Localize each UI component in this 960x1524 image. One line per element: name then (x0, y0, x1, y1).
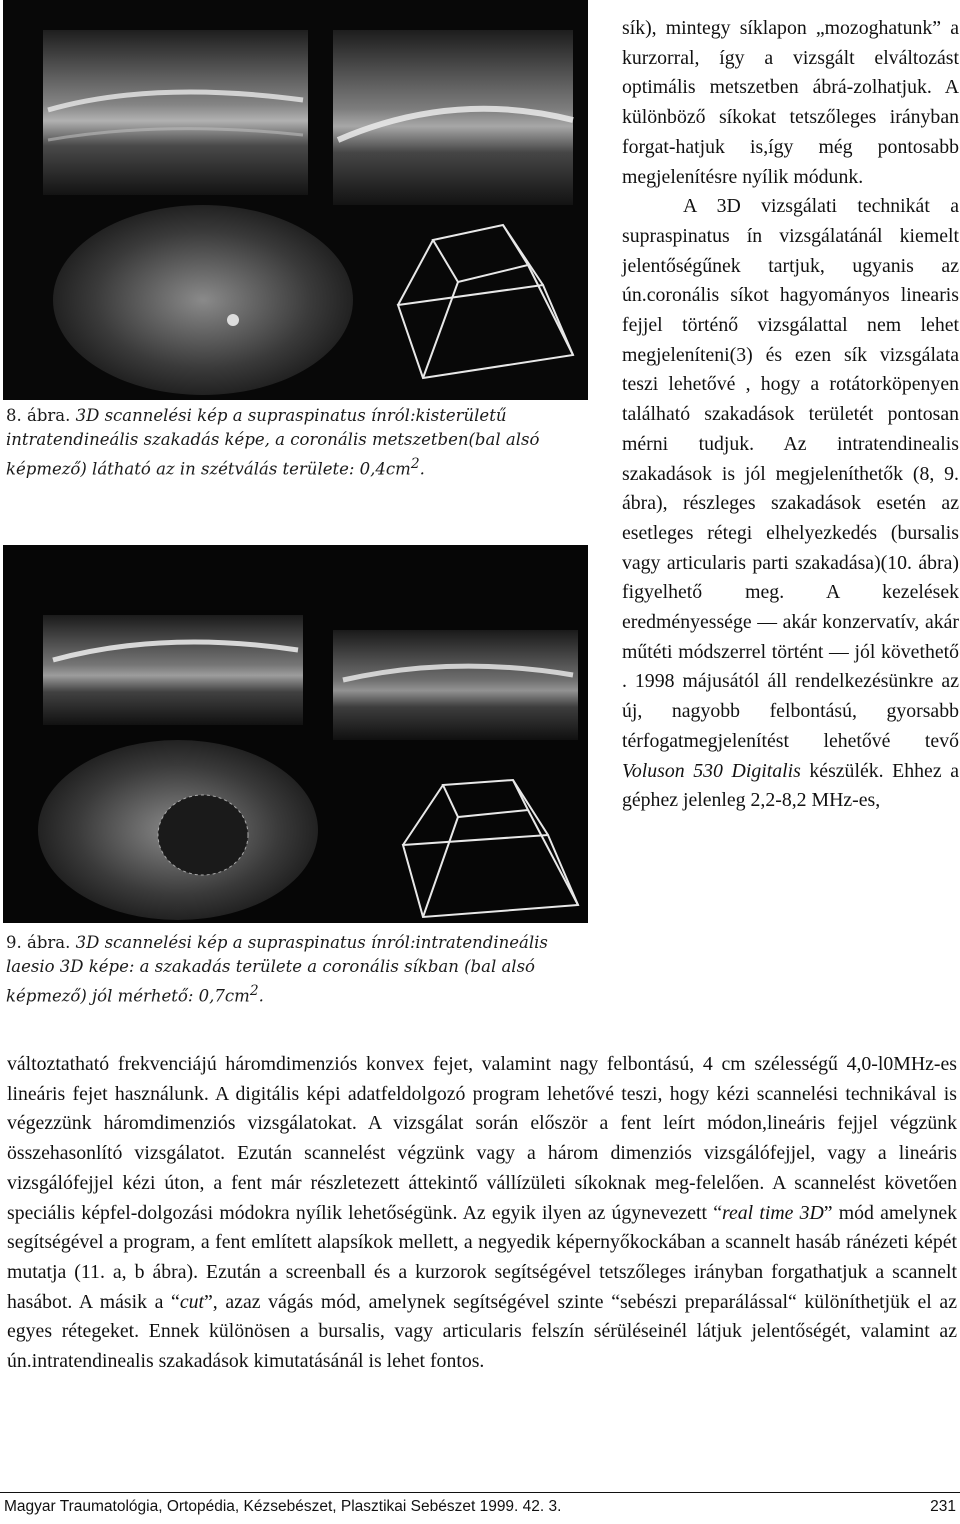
page-number: 231 (930, 1498, 956, 1515)
figure-8-label: 8. ábra. (6, 406, 71, 425)
figure-8-image (3, 0, 588, 400)
figure-9-caption (6, 931, 586, 1009)
device-name: Voluson 530 Digitalis (622, 759, 801, 782)
page-footer (4, 1498, 956, 1520)
figure-9-ultrasound-image (3, 545, 588, 923)
full-text-part-2: ” mód amelynek segítségével a program, a fent említett alapsíkok mellett, a negyedik képernyőkockában a scannelt hasáb ránézeti képét mutatja (11. a, b ábra). Ezután a screenball és a kurzorok segítségével tetszőleges irányban forgathatjuk a scannelt hasábot. A másik a “ (7, 1201, 958, 1313)
right-paragraph-2 (622, 192, 959, 816)
figure-9-caption-text: 3D scannelési kép a supraspinatus ínról:intratendineális laesio 3D képe: a szakadás területe a coronális síkban (bal alsó képmező) jól mérhető: 0,7cm (6, 933, 548, 1006)
figure-8-caption (6, 404, 586, 482)
figure-9-image (3, 545, 588, 923)
figure-8-caption-sup: 2 (410, 456, 420, 472)
figure-9-caption-sup: 2 (249, 983, 259, 999)
journal-citation: Magyar Traumatológia, Ortopédia, Kézsebészet, Plasztikai Sebészet 1999. 42. 3. (4, 1498, 562, 1515)
figure-8-caption-end: . (419, 459, 425, 479)
figure-8-caption-text: 3D scannelési kép a supraspinatus ínról:kisterületű intratendineális szakadás képe, a coronális metszetben(bal alsó képmező) látható az in szétválás területe: 0,4cm (6, 406, 540, 479)
right-paragraph-2-text: A 3D vizsgálati technikát a supraspinatus ín vizsgálatánál kiemelt jelentőségűnek tartjuk, ugyanis az ún.coronális síkot hagyományos linearis fejjel történő vizsgálattal nem lehet megjeleníteni(3) és ezen sík vizsgálata teszi lehetővé , hogy a rotátorköpenyen található szakadások területét pontosan mérni tudjuk. Az intratendinealis szakadások is jól megjeleníthetők (8, 9. ábra), részleges szakadások esetén az esetleges rétegi elhelyezkedés (bursalis vagy articularis parti szakadása)(10. ábra) figyelhető meg. A kezelések eredményessége — akár konzervatív, akár műtéti módszerrel történt — jól követhető . 1998 májusától áll rendelkezésünkre az új, nagyobb felbontású, gyorsabb térfogatmegjelenítést lehetővé tevő (622, 195, 959, 752)
full-text-part-1: változtatható frekvenciájú háromdimenziós konvex fejet, valamint nagy felbontású, 4 cm szélességű 4,0-l0MHz-es lineáris fejet használunk. A digitális képi adatfeldolgozó program lehetővé teszi, hogy kézi scannelési technikával is végezzünk háromdimenziós vizsgálatokat. A vizsgálat során először a fent leírt módon,lineáris fejjel végzünk összehasonlító vizsgálatot. Ezután scannelést végzünk vagy a három dimenziós vizsgálófejjel, vagy a lineáris vizsgálófejjel kézi úton, a fent már részletezett áttekintő vállízületi síkoknak meg-felelően. A scannelést követően speciális képfel-dolgozási módokra nyílik lehetőségünk. Az egyik ilyen az úgynevezett “ (7, 1053, 957, 1224)
full-width-text (7, 1050, 957, 1377)
full-width-paragraph (7, 1050, 957, 1377)
footer-rule (0, 1492, 960, 1493)
full-text-part-3: ”, azaz vágás mód, amelynek segítségével szinte “sebészi preparálással“ különíthetjük el az egyes rétegeket. Ennek különösen a bursalis, vagy articularis felszín sérüléseinél látjuk jelentőségét, valamint az ún.intratendinealis szakadások kimutatásánál is lehet fontos. (7, 1290, 957, 1373)
figure-9-label: 9. ábra. (6, 933, 71, 952)
figure-8-ultrasound-image (3, 0, 588, 400)
figure-9-caption-end: . (258, 986, 264, 1006)
cut-term: cut (179, 1290, 205, 1313)
right-column-text (622, 14, 959, 816)
right-paragraph-2-end: készülék. Ehhez a géphez jelenleg 2,2-8,2 MHz-es, (622, 759, 959, 812)
real-time-3d-term: real time 3D (722, 1201, 824, 1224)
right-paragraph-1: sík), mintegy síklapon „mozoghatunk” a kurzorral, így a vizsgált elváltozást optimális metszetben ábrá-zolhatjuk. A különböző síkokat tetszőleges irányban forgat-hatjuk is,így még pontosabb megjelenítésre nyílik módunk. (622, 17, 959, 188)
